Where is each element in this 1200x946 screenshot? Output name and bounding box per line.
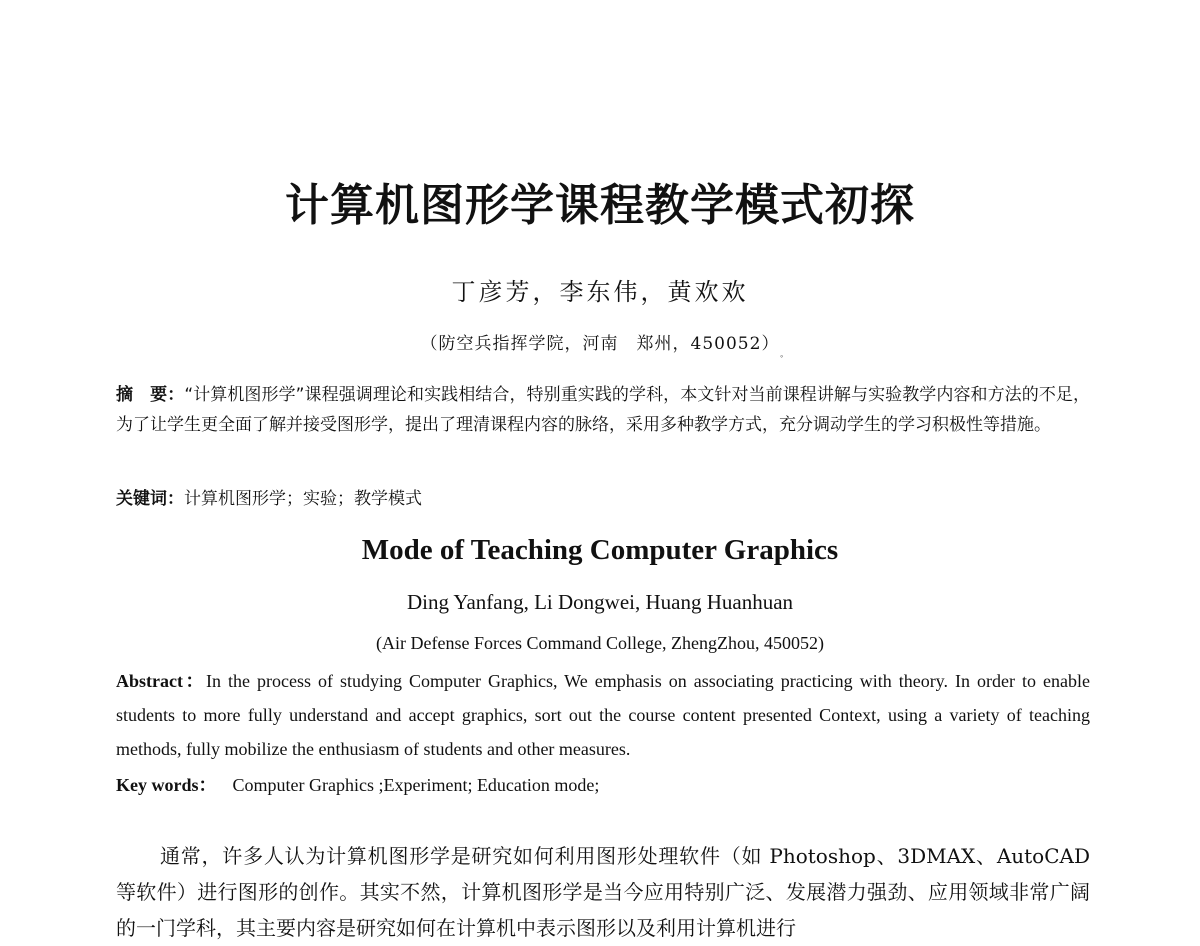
affiliation-cn: （防空兵指挥学院，河南 郑州，450052）	[420, 334, 780, 354]
affiliation-en: (Air Defense Forces Command College, ZhengZhou, 450052)	[376, 633, 824, 653]
abstract-en	[116, 664, 1090, 766]
scan-mark-icon: ◦	[780, 351, 784, 361]
abstract-cn	[116, 380, 1090, 440]
abstract-en-text: In the process of studying Computer Graphics, We emphasis on associating practicing with theory. In order to enable students to more fully understand and accept graphics, sort out the course content presented Context, using a variety of teaching methods, fully mobilize the enthusiasm of students and other measures.	[116, 671, 1090, 759]
keywords-cn-label: 关键词：	[116, 489, 184, 509]
keywords-cn	[116, 484, 1090, 514]
body-paragraph: 通常，许多人认为计算机图形学是研究如何利用图形处理软件（如 Photoshop、3DMAX、AutoCAD 等软件）进行图形的创作。其实不然，计算机图形学是当今应用特别广泛、发展潜力强劲、应用领域非常广阔的一门学科，其主要内容是研究如何在计算机中表示图形以及利用计算机进行	[116, 844, 1090, 940]
paper-title-cn: 计算机图形学课程教学模式初探	[285, 180, 915, 231]
keywords-en-label: Key words：	[116, 775, 217, 795]
abstract-cn-text: “计算机图形学”课程强调理论和实践相结合，特别重实践的学科，本文针对当前课程讲解与实验教学内容和方法的不足，为了让学生更全面了解并接受图形学，提出了理清课程内容的脉络，采用多种教学方式，充分调动学生的学习积极性等措施。	[116, 385, 1090, 435]
keywords-en-text: Computer Graphics ;Experiment; Education mode;	[232, 775, 600, 795]
paper-title-en: Mode of Teaching Computer Graphics	[361, 534, 839, 566]
abstract-cn-label: 摘 要：	[116, 385, 185, 405]
authors-en: Ding Yanfang, Li Dongwei, Huang Huanhuan	[406, 590, 794, 614]
authors-cn: 丁彦芳，李东伟，黄欢欢	[451, 278, 749, 306]
keywords-cn-text: 计算机图形学；实验；教学模式	[184, 489, 422, 509]
keywords-en	[116, 768, 1090, 802]
abstract-en-label: Abstract：	[116, 671, 206, 691]
